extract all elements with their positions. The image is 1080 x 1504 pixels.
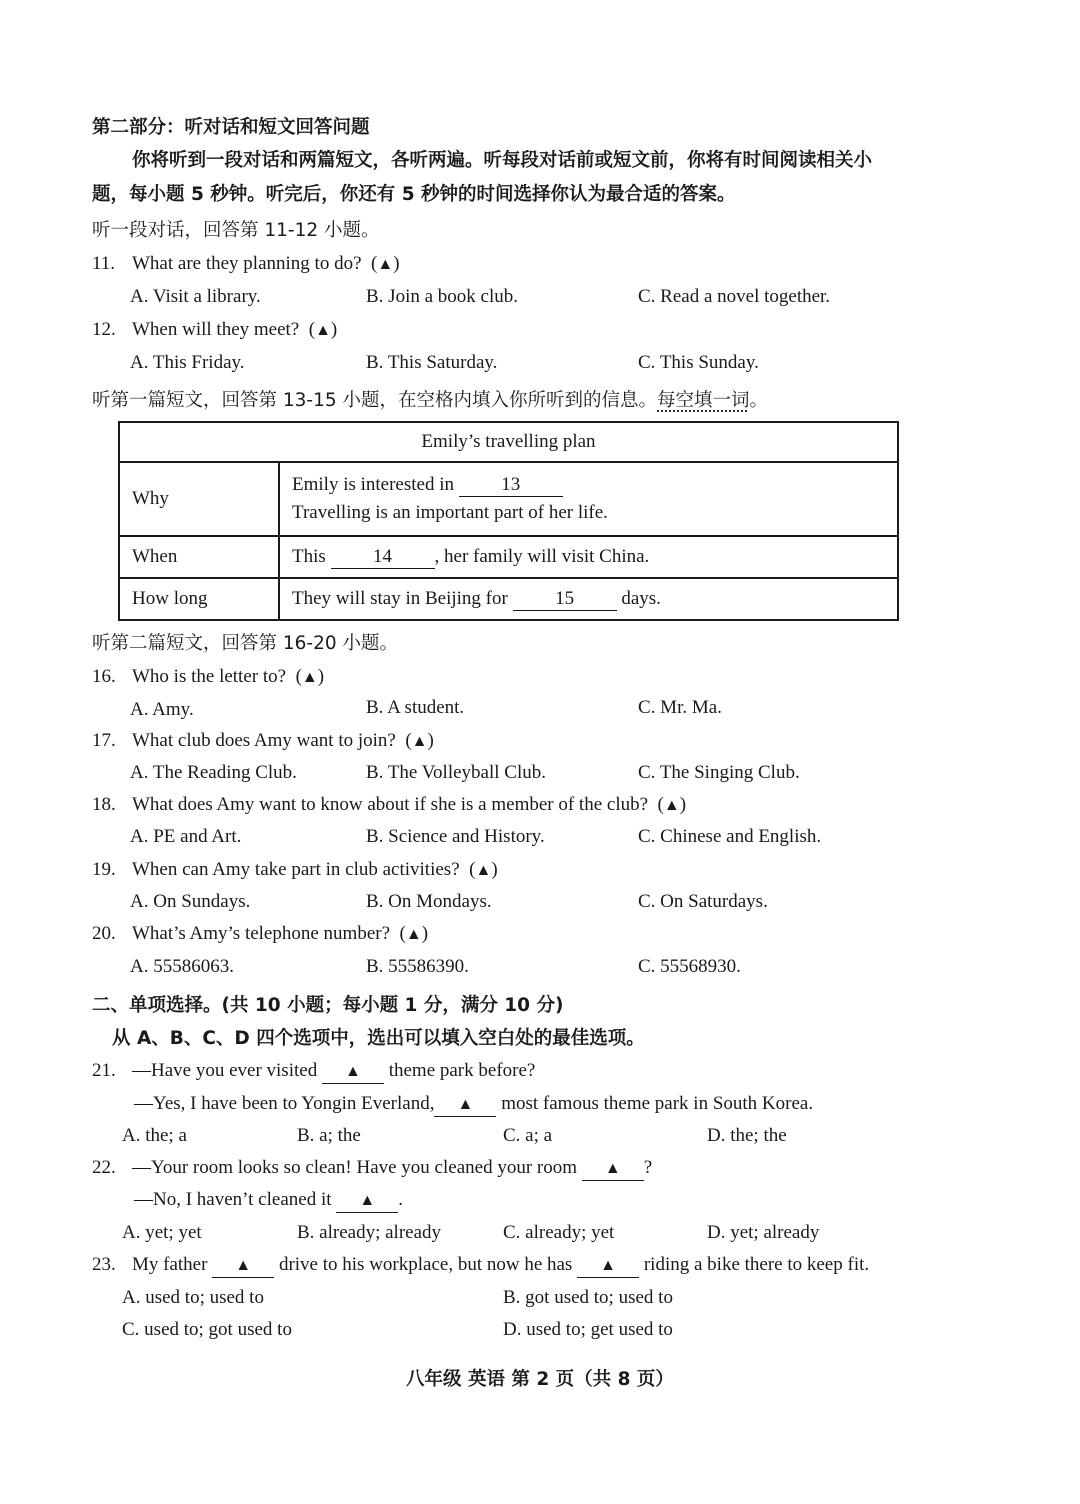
question-text-post: riding a bike there to keep fit.	[643, 1254, 870, 1275]
question-21	[92, 1058, 535, 1084]
option-19-a[interactable]: A. On Sundays.	[130, 891, 251, 912]
blank-15[interactable]: 15	[513, 588, 617, 611]
option-20-b[interactable]: B. 55586390.	[366, 956, 469, 977]
howlong-text-post: days.	[621, 588, 661, 609]
question-text: —Your room looks so clean! Have you cleaned your room	[132, 1157, 578, 1178]
question-number: 16.	[92, 666, 116, 687]
instruction-end: 。	[749, 390, 769, 411]
option-22-c[interactable]: C. already; yet	[503, 1222, 615, 1243]
option-21-d[interactable]: D. the; the	[707, 1125, 787, 1146]
question-number: 17.	[92, 730, 116, 751]
answer-mark-icon: ▲	[663, 797, 680, 814]
option-21-b[interactable]: B. a; the	[297, 1125, 361, 1146]
blank-22-2[interactable]	[336, 1189, 398, 1213]
option-16-b[interactable]: B. A student.	[366, 697, 465, 718]
option-16-a[interactable]: A. Amy.	[130, 699, 194, 720]
option-23-d[interactable]: D. used to; get used to	[503, 1319, 673, 1340]
question-22-line2	[134, 1187, 403, 1213]
option-16-c[interactable]: C. Mr. Ma.	[638, 697, 722, 718]
blank-13[interactable]: 13	[459, 474, 563, 497]
option-21-a[interactable]: A. the; a	[122, 1125, 187, 1146]
blank-21-2[interactable]	[434, 1093, 496, 1117]
question-16: 16. Who is the letter to? (▲)	[92, 664, 324, 691]
row-content-why	[279, 462, 898, 536]
question-22	[92, 1155, 652, 1181]
question-number: 19.	[92, 859, 116, 880]
answer-mark-icon: ▲	[315, 322, 331, 339]
section-heading: 第二部分：听对话和短文回答问题	[92, 117, 370, 138]
option-22-d[interactable]: D. yet; already	[707, 1222, 820, 1243]
answer-mark-icon: ▲	[475, 862, 492, 879]
option-18-b[interactable]: B. Science and History.	[366, 826, 545, 847]
question-text-post: most famous theme park in South Korea.	[501, 1093, 814, 1114]
blank-23-1[interactable]	[212, 1254, 274, 1278]
passage1-instruction	[92, 388, 768, 414]
dialogue-instruction: 听一段对话，回答第 11-12 小题。	[92, 220, 380, 241]
answer-mark-icon: ▲	[600, 1257, 617, 1274]
question-text-mid: drive to his workplace, but now he has	[278, 1254, 573, 1275]
question-number: 21.	[92, 1060, 116, 1081]
passage2-instruction: 听第二篇短文，回答第 16-20 小题。	[92, 633, 399, 654]
question-number: 20.	[92, 923, 116, 944]
option-18-c[interactable]: C. Chinese and English.	[638, 826, 822, 847]
blank-14[interactable]: 14	[331, 546, 435, 569]
option-23-c[interactable]: C. used to; got used to	[122, 1319, 292, 1340]
row-label-when: When	[119, 536, 279, 578]
question-number: 22.	[92, 1157, 116, 1178]
question-text: When can Amy take part in club activities?	[132, 859, 460, 880]
blank-21-1[interactable]	[322, 1060, 384, 1084]
question-number: 11.	[92, 253, 116, 274]
option-23-a[interactable]: A. used to; used to	[122, 1287, 264, 1308]
why-text-line2: Travelling is an important part of her life.	[292, 502, 608, 523]
question-number: 23.	[92, 1254, 116, 1275]
option-17-a[interactable]: A. The Reading Club.	[130, 762, 297, 783]
why-text: Emily is interested in	[292, 474, 455, 495]
option-17-c[interactable]: C. The Singing Club.	[638, 762, 800, 783]
answer-mark-icon: ▲	[405, 926, 422, 943]
option-19-c[interactable]: C. On Saturdays.	[638, 891, 768, 912]
question-18: 18. What does Amy want to know about if she is a member of the club? (▲)	[92, 792, 686, 819]
instruction-emphasis: 每空填一词	[657, 390, 750, 411]
blank-22-1[interactable]	[582, 1157, 644, 1181]
option-20-a[interactable]: A. 55586063.	[130, 956, 234, 977]
question-text: What club does Amy want to join?	[132, 730, 396, 751]
section-intro-line2: 题，每小题 5 秒钟。听完后，你还有 5 秒钟的时间选择你认为最合适的答案。	[92, 184, 736, 205]
option-23-b[interactable]: B. got used to; used to	[503, 1287, 673, 1308]
section-intro-line1: 你将听到一段对话和两篇短文，各听两遍。听每段对话前或短文前，你将有时间阅读相关小	[132, 150, 873, 171]
question-20: 20. What’s Amy’s telephone number? (▲)	[92, 921, 428, 948]
question-text: —No, I haven’t cleaned it	[134, 1189, 332, 1210]
question-text-post: ?	[643, 1157, 653, 1178]
question-number: 12.	[92, 319, 116, 340]
option-12-b[interactable]: B. This Saturday.	[366, 352, 498, 373]
option-18-a[interactable]: A. PE and Art.	[130, 826, 242, 847]
table-title: Emily’s travelling plan	[119, 422, 898, 462]
question-number: 18.	[92, 794, 116, 815]
question-12: 12. When will they meet? (▲)	[92, 317, 337, 344]
option-22-b[interactable]: B. already; already	[297, 1222, 442, 1243]
question-text: My father	[132, 1254, 208, 1275]
option-22-a[interactable]: A. yet; yet	[122, 1222, 202, 1243]
answer-mark-icon: ▲	[457, 1096, 474, 1113]
option-17-b[interactable]: B. The Volleyball Club.	[366, 762, 546, 783]
option-11-c[interactable]: C. Read a novel together.	[638, 286, 831, 307]
option-11-b[interactable]: B. Join a book club.	[366, 286, 518, 307]
question-23	[92, 1252, 869, 1278]
question-text: When will they meet?	[132, 319, 300, 340]
question-text: What’s Amy’s telephone number?	[132, 923, 391, 944]
answer-mark-icon: ▲	[301, 669, 318, 686]
question-17: 17. What club does Amy want to join? (▲)	[92, 728, 434, 755]
option-19-b[interactable]: B. On Mondays.	[366, 891, 492, 912]
question-11: 11. What are they planning to do? (▲)	[92, 251, 400, 278]
answer-mark-icon: ▲	[604, 1160, 621, 1177]
option-20-c[interactable]: C. 55568930.	[638, 956, 741, 977]
option-12-a[interactable]: A. This Friday.	[130, 352, 245, 373]
answer-mark-icon: ▲	[235, 1257, 252, 1274]
question-text: What are they planning to do?	[132, 253, 362, 274]
option-11-a[interactable]: A. Visit a library.	[130, 286, 261, 307]
part2-instruction: 从 A、B、C、D 四个选项中，选出可以填入空白处的最佳选项。	[112, 1028, 645, 1049]
question-text-post: .	[398, 1189, 403, 1210]
row-content-when	[279, 536, 898, 578]
page-footer: 八年级 英语 第 2 页（共 8 页）	[406, 1369, 674, 1390]
question-text: —Have you ever visited	[132, 1060, 318, 1081]
row-content-howlong	[279, 578, 898, 620]
blank-23-2[interactable]	[577, 1254, 639, 1278]
instruction-text: 听第一篇短文，回答第 13-15 小题，在空格内填入你所听到的信息。	[92, 390, 658, 411]
travel-plan-table	[118, 421, 899, 621]
answer-mark-icon: ▲	[411, 733, 428, 750]
question-text: —Yes, I have been to Yongin Everland,	[134, 1093, 435, 1114]
option-12-c[interactable]: C. This Sunday.	[638, 352, 759, 373]
row-label-why: Why	[119, 462, 279, 536]
question-text-post: theme park before?	[388, 1060, 536, 1081]
option-21-c[interactable]: C. a; a	[503, 1125, 553, 1146]
howlong-text: They will stay in Beijing for	[292, 588, 508, 609]
question-21-line2	[134, 1091, 813, 1117]
answer-mark-icon: ▲	[359, 1192, 376, 1209]
when-text-post: , her family will visit China.	[434, 546, 650, 567]
part2-heading: 二、单项选择。(共 10 小题；每小题 1 分，满分 10 分)	[92, 995, 564, 1016]
answer-mark-icon: ▲	[377, 256, 394, 273]
question-19: 19. When can Amy take part in club activities? (▲)	[92, 857, 498, 884]
question-text: Who is the letter to?	[132, 666, 287, 687]
row-label-howlong: How long	[119, 578, 279, 620]
answer-mark-icon: ▲	[345, 1063, 361, 1080]
when-text: This	[292, 546, 326, 567]
question-text: What does Amy want to know about if she is a member of the club?	[132, 794, 649, 815]
